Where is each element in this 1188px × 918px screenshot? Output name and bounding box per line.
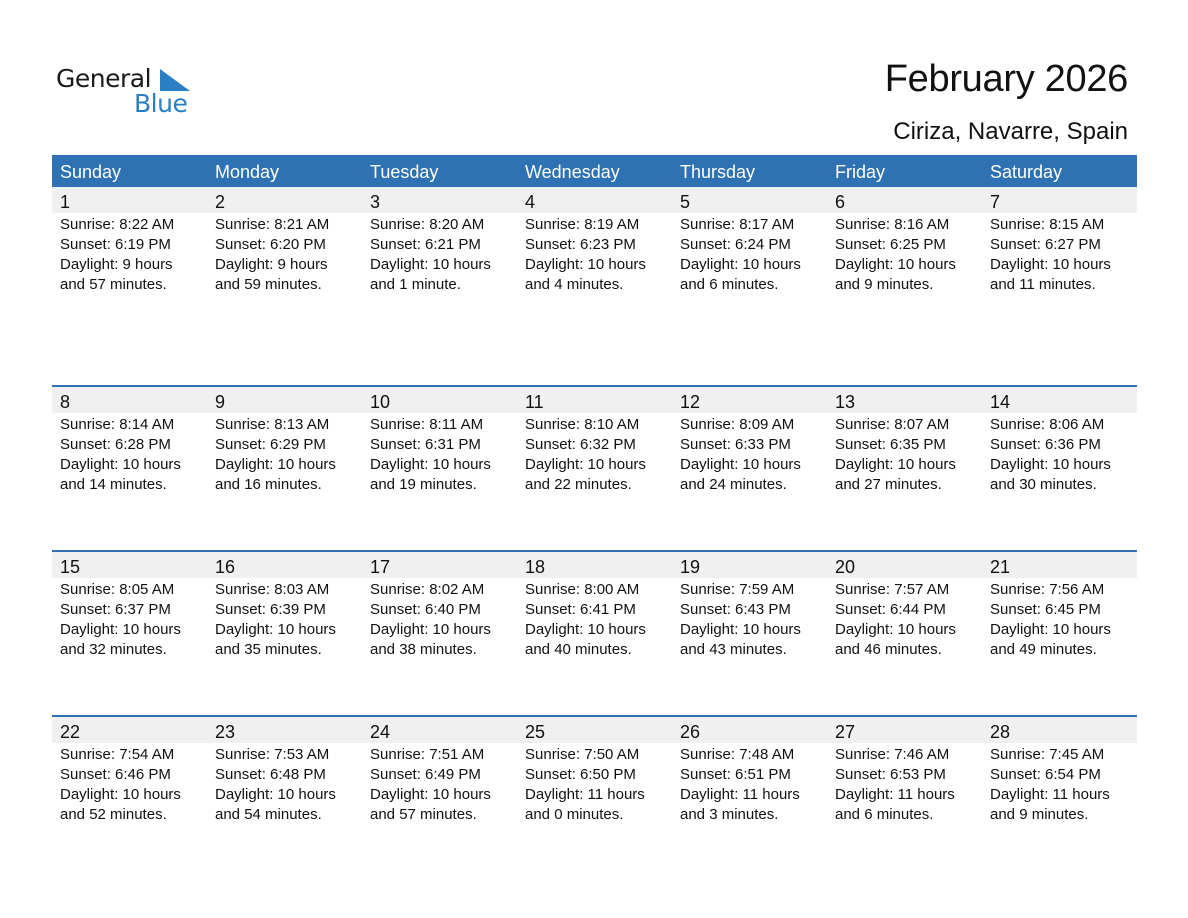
sunrise-time: Sunrise: 8:14 AM [60,416,175,433]
daylight-hours: Daylight: 11 hours [680,786,800,803]
sunrise-time: Sunrise: 8:19 AM [525,216,640,233]
day-number: 21 [982,552,1137,578]
day-cell [362,187,517,295]
weekday-header: Sunday [60,162,122,182]
daylight-hours: Daylight: 11 hours [990,786,1110,803]
day-info [207,578,362,660]
day-info [207,413,362,495]
day-info [982,213,1137,295]
day-info [517,413,672,495]
sunrise-time: Sunrise: 7:57 AM [835,581,950,598]
day-info [52,413,207,495]
day-number: 24 [362,717,517,743]
sunrise-time: Sunrise: 8:21 AM [215,216,330,233]
calendar-grid [52,155,1137,880]
day-info [827,213,982,295]
logo-text-general: General [56,64,152,93]
page-title: February 2026 [884,58,1128,100]
daylight-hours: Daylight: 10 hours [990,256,1111,273]
daylight-hours: Daylight: 10 hours [990,456,1111,473]
day-info [982,413,1137,495]
day-info [362,413,517,495]
daylight-minutes: and 57 minutes. [370,806,477,823]
daylight-minutes: and 22 minutes. [525,476,632,493]
sunset-time: Sunset: 6:31 PM [370,436,481,453]
sunset-time: Sunset: 6:48 PM [215,766,326,783]
sunset-time: Sunset: 6:28 PM [60,436,171,453]
daylight-minutes: and 1 minute. [370,276,461,293]
sunset-time: Sunset: 6:19 PM [60,236,171,253]
sunset-time: Sunset: 6:41 PM [525,601,636,618]
day-number: 11 [517,387,672,413]
daylight-minutes: and 9 minutes. [990,806,1089,823]
daylight-hours: Daylight: 10 hours [60,786,181,803]
day-info [672,213,827,295]
sunset-time: Sunset: 6:53 PM [835,766,946,783]
daylight-hours: Daylight: 11 hours [525,786,645,803]
day-number: 5 [672,187,827,213]
daylight-hours: Daylight: 10 hours [525,256,646,273]
sunset-time: Sunset: 6:24 PM [680,236,791,253]
day-cell [672,717,827,825]
daylight-hours: Daylight: 10 hours [370,786,491,803]
day-cell [982,552,1137,660]
day-info [362,213,517,295]
daylight-minutes: and 52 minutes. [60,806,167,823]
weekday-header: Tuesday [370,162,439,182]
day-cell [517,387,672,495]
day-number: 9 [207,387,362,413]
day-info [672,413,827,495]
day-info [672,743,827,825]
daylight-hours: Daylight: 10 hours [835,621,956,638]
sunrise-time: Sunrise: 8:13 AM [215,416,330,433]
sunset-time: Sunset: 6:37 PM [60,601,171,618]
sunrise-time: Sunrise: 8:07 AM [835,416,950,433]
sunset-time: Sunset: 6:51 PM [680,766,791,783]
day-cell [672,552,827,660]
day-cell [827,187,982,295]
day-cell [982,187,1137,295]
day-cell [982,387,1137,495]
sunset-time: Sunset: 6:20 PM [215,236,326,253]
weekday-header: Friday [835,162,886,182]
sunset-time: Sunset: 6:29 PM [215,436,326,453]
weekday-header: Monday [215,162,280,182]
daylight-minutes: and 9 minutes. [835,276,934,293]
day-info [207,743,362,825]
sunset-time: Sunset: 6:32 PM [525,436,636,453]
daylight-minutes: and 43 minutes. [680,641,787,658]
daylight-hours: Daylight: 10 hours [215,786,336,803]
day-info [827,743,982,825]
daylight-hours: Daylight: 11 hours [835,786,955,803]
daylight-minutes: and 0 minutes. [525,806,624,823]
sunrise-time: Sunrise: 8:09 AM [680,416,795,433]
sunrise-time: Sunrise: 7:53 AM [215,746,330,763]
day-cell [52,717,207,825]
day-number: 10 [362,387,517,413]
daylight-minutes: and 4 minutes. [525,276,624,293]
day-number: 14 [982,387,1137,413]
daylight-minutes: and 3 minutes. [680,806,779,823]
day-info [207,213,362,295]
day-number: 8 [52,387,207,413]
sunrise-time: Sunrise: 8:03 AM [215,581,330,598]
day-cell [207,187,362,295]
daylight-hours: Daylight: 10 hours [370,456,491,473]
day-info [362,578,517,660]
day-info [52,213,207,295]
week-days-row [52,387,1137,495]
day-info [672,578,827,660]
sunrise-time: Sunrise: 7:59 AM [680,581,795,598]
day-cell [517,187,672,295]
daylight-minutes: and 14 minutes. [60,476,167,493]
daylight-hours: Daylight: 10 hours [215,456,336,473]
weekday-header: Wednesday [525,162,620,182]
daylight-hours: Daylight: 10 hours [990,621,1111,638]
day-number: 7 [982,187,1137,213]
daylight-hours: Daylight: 9 hours [60,256,173,273]
daylight-minutes: and 59 minutes. [215,276,322,293]
daylight-hours: Daylight: 10 hours [215,621,336,638]
sunrise-time: Sunrise: 8:17 AM [680,216,795,233]
daylight-hours: Daylight: 10 hours [60,621,181,638]
sunset-time: Sunset: 6:40 PM [370,601,481,618]
calendar-week [52,550,1137,715]
sunrise-time: Sunrise: 7:54 AM [60,746,175,763]
daylight-minutes: and 32 minutes. [60,641,167,658]
daylight-minutes: and 46 minutes. [835,641,942,658]
day-number: 20 [827,552,982,578]
day-cell [672,187,827,295]
day-number: 19 [672,552,827,578]
logo-text-blue: Blue [134,89,188,118]
day-info [52,743,207,825]
calendar-week [52,187,1137,385]
brand-logo [56,64,196,120]
day-number: 25 [517,717,672,743]
sunrise-time: Sunrise: 7:50 AM [525,746,640,763]
daylight-hours: Daylight: 10 hours [370,256,491,273]
daylight-minutes: and 30 minutes. [990,476,1097,493]
day-number: 28 [982,717,1137,743]
daylight-minutes: and 35 minutes. [215,641,322,658]
sunrise-time: Sunrise: 8:05 AM [60,581,175,598]
daylight-hours: Daylight: 10 hours [680,256,801,273]
day-info [517,213,672,295]
day-number: 22 [52,717,207,743]
day-number: 1 [52,187,207,213]
sunrise-time: Sunrise: 8:20 AM [370,216,485,233]
sunset-time: Sunset: 6:39 PM [215,601,326,618]
day-number: 13 [827,387,982,413]
sunrise-time: Sunrise: 7:51 AM [370,746,485,763]
day-number: 2 [207,187,362,213]
logo-triangle-icon [160,69,190,91]
daylight-hours: Daylight: 10 hours [60,456,181,473]
sunset-time: Sunset: 6:44 PM [835,601,946,618]
sunset-time: Sunset: 6:49 PM [370,766,481,783]
sunrise-time: Sunrise: 8:11 AM [370,416,484,433]
sunrise-time: Sunrise: 7:46 AM [835,746,950,763]
sunrise-time: Sunrise: 7:48 AM [680,746,795,763]
daylight-minutes: and 40 minutes. [525,641,632,658]
sunrise-time: Sunrise: 8:02 AM [370,581,485,598]
day-info [982,743,1137,825]
week-days-row [52,552,1137,660]
daylight-minutes: and 57 minutes. [60,276,167,293]
week-days-row [52,187,1137,295]
sunrise-time: Sunrise: 8:22 AM [60,216,175,233]
sunset-time: Sunset: 6:33 PM [680,436,791,453]
day-number: 18 [517,552,672,578]
sunrise-time: Sunrise: 7:56 AM [990,581,1105,598]
calendar-week [52,715,1137,880]
sunset-time: Sunset: 6:54 PM [990,766,1101,783]
sunrise-time: Sunrise: 8:06 AM [990,416,1105,433]
daylight-hours: Daylight: 10 hours [835,256,956,273]
day-info [517,743,672,825]
daylight-minutes: and 54 minutes. [215,806,322,823]
daylight-minutes: and 16 minutes. [215,476,322,493]
day-info [517,578,672,660]
daylight-minutes: and 27 minutes. [835,476,942,493]
daylight-hours: Daylight: 10 hours [680,456,801,473]
location-subtitle: Ciriza, Navarre, Spain [893,118,1128,145]
day-cell [52,387,207,495]
day-cell [207,387,362,495]
sunrise-time: Sunrise: 7:45 AM [990,746,1105,763]
calendar-weeks [52,187,1137,880]
day-cell [52,187,207,295]
daylight-hours: Daylight: 10 hours [525,621,646,638]
day-cell [517,717,672,825]
day-cell [362,552,517,660]
day-cell [827,552,982,660]
day-info [362,743,517,825]
sunset-time: Sunset: 6:25 PM [835,236,946,253]
daylight-minutes: and 19 minutes. [370,476,477,493]
day-number: 3 [362,187,517,213]
daylight-hours: Daylight: 10 hours [680,621,801,638]
daylight-minutes: and 11 minutes. [990,276,1096,293]
weekday-header: Thursday [680,162,756,182]
sunset-time: Sunset: 6:21 PM [370,236,481,253]
day-number: 4 [517,187,672,213]
day-cell [362,387,517,495]
day-number: 16 [207,552,362,578]
day-number: 6 [827,187,982,213]
sunset-time: Sunset: 6:43 PM [680,601,791,618]
daylight-hours: Daylight: 10 hours [525,456,646,473]
day-number: 12 [672,387,827,413]
day-number: 26 [672,717,827,743]
sunset-time: Sunset: 6:46 PM [60,766,171,783]
daylight-minutes: and 49 minutes. [990,641,1097,658]
sunrise-time: Sunrise: 8:16 AM [835,216,950,233]
day-number: 23 [207,717,362,743]
calendar-week [52,385,1137,550]
weekday-header-row [52,155,1137,187]
day-cell [517,552,672,660]
day-info [982,578,1137,660]
daylight-hours: Daylight: 9 hours [215,256,328,273]
sunset-time: Sunset: 6:23 PM [525,236,636,253]
day-cell [52,552,207,660]
day-cell [827,717,982,825]
week-days-row [52,717,1137,825]
daylight-minutes: and 38 minutes. [370,641,477,658]
day-cell [672,387,827,495]
day-cell [827,387,982,495]
day-number: 15 [52,552,207,578]
sunset-time: Sunset: 6:36 PM [990,436,1101,453]
day-info [52,578,207,660]
day-cell [362,717,517,825]
daylight-hours: Daylight: 10 hours [370,621,491,638]
day-number: 27 [827,717,982,743]
sunset-time: Sunset: 6:50 PM [525,766,636,783]
sunset-time: Sunset: 6:35 PM [835,436,946,453]
weekday-header: Saturday [990,162,1063,182]
sunset-time: Sunset: 6:45 PM [990,601,1101,618]
day-cell [982,717,1137,825]
sunrise-time: Sunrise: 8:10 AM [525,416,640,433]
daylight-minutes: and 24 minutes. [680,476,787,493]
day-cell [207,552,362,660]
day-info [827,578,982,660]
day-cell [207,717,362,825]
daylight-minutes: and 6 minutes. [835,806,934,823]
daylight-hours: Daylight: 10 hours [835,456,956,473]
sunrise-time: Sunrise: 8:15 AM [990,216,1105,233]
day-number: 17 [362,552,517,578]
sunrise-time: Sunrise: 8:00 AM [525,581,640,598]
sunset-time: Sunset: 6:27 PM [990,236,1101,253]
daylight-minutes: and 6 minutes. [680,276,779,293]
day-info [827,413,982,495]
